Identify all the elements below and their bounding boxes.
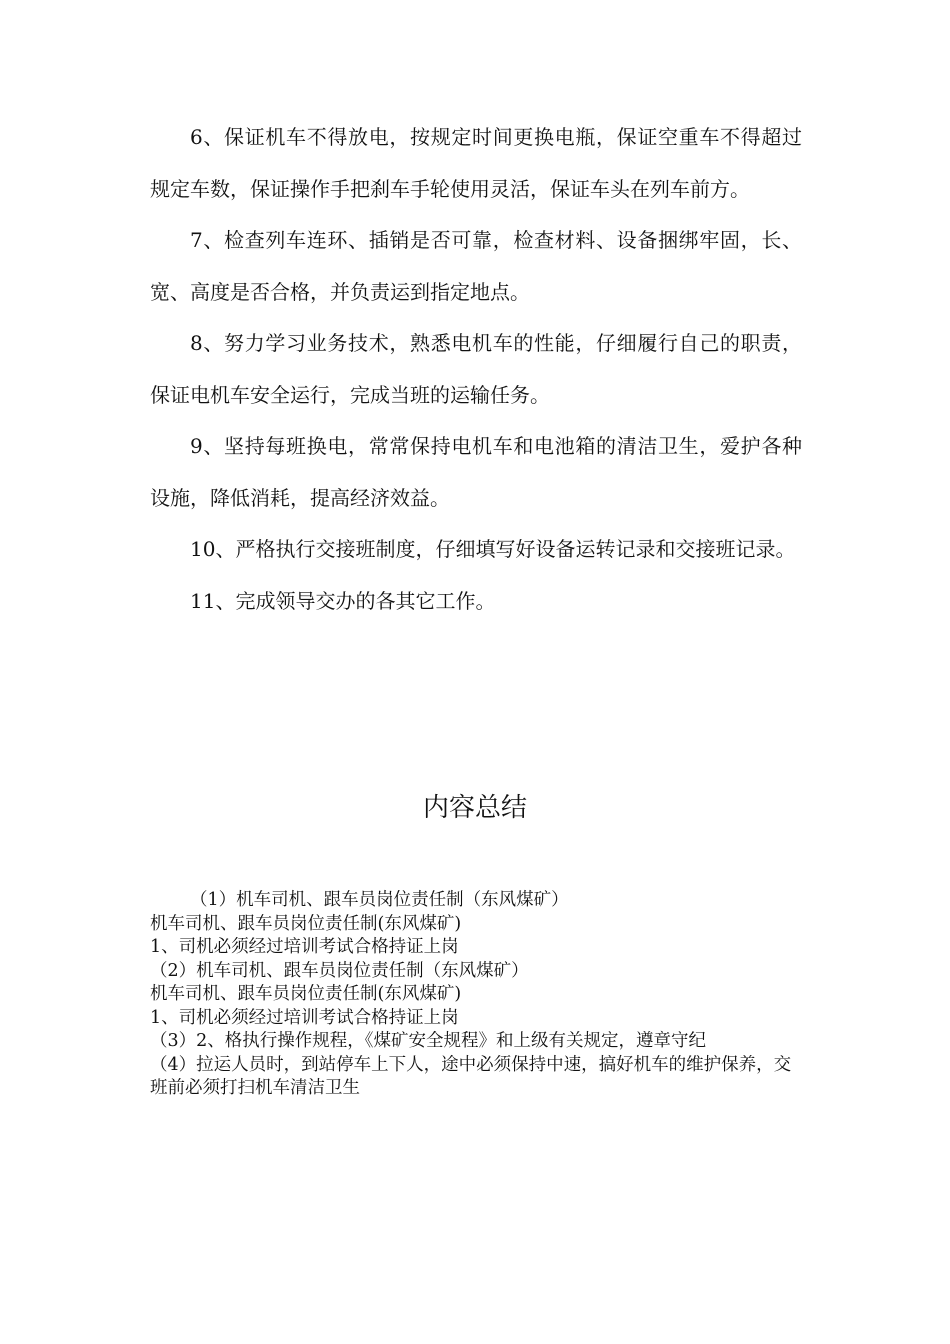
- summary-line: （3）2、格执行操作规程，《煤矿安全规程》和上级有关规定，遵章守纪: [150, 1031, 707, 1051]
- duty-item-10: 10、严格执行交接班制度，仔细填写好设备运转记录和交接班记录。: [190, 537, 796, 561]
- summary-line: 1、司机必须经过培训考试合格持证上岗: [150, 1007, 459, 1028]
- summary-line: 机车司机、跟车员岗位责任制(东风煤矿): [150, 984, 462, 1004]
- summary-line: 机车司机、跟车员岗位责任制(东风煤矿): [150, 913, 462, 934]
- summary-line: （1）机车司机、跟车员岗位责任制（东风煤矿）: [190, 890, 569, 910]
- duty-item-11: 11、完成领导交办的各其它工作。: [190, 588, 496, 613]
- duty-item-6: 6、保证机车不得放电，按规定时间更换电瓶，保证空重车不得超过规定车数，保证操作手把刹车手轮使用灵活，保证车头在列车前方。: [150, 125, 802, 201]
- summary-line: 1、司机必须经过培训考试合格持证上岗: [150, 937, 459, 957]
- summary-block: [150, 889, 800, 1101]
- duty-item-7: 7、检查列车连环、插销是否可靠，检查材料、设备捆绑牢固，长、宽、高度是否合格，并负责运到指定地点。: [150, 228, 802, 304]
- duty-item-9: 9、坚持每班换电，常常保持电机车和电池箱的清洁卫生，爱护各种设施，降低消耗，提高经济效益。: [150, 434, 802, 510]
- summary-line: （4）拉运人员时，到站停车上下人，途中必须保持中速，搞好机车的维护保养，交班前必须打扫机车清洁卫生: [150, 1054, 792, 1098]
- summary-line: （2）机车司机、跟车员岗位责任制（东风煤矿）: [150, 960, 529, 981]
- summary-title: 内容总结: [422, 793, 527, 823]
- duty-item-8: 8、努力学习业务技术，熟悉电机车的性能，仔细履行自己的职责，保证电机车安全运行，完成当班的运输任务。: [150, 331, 802, 407]
- duties-list: [150, 112, 802, 627]
